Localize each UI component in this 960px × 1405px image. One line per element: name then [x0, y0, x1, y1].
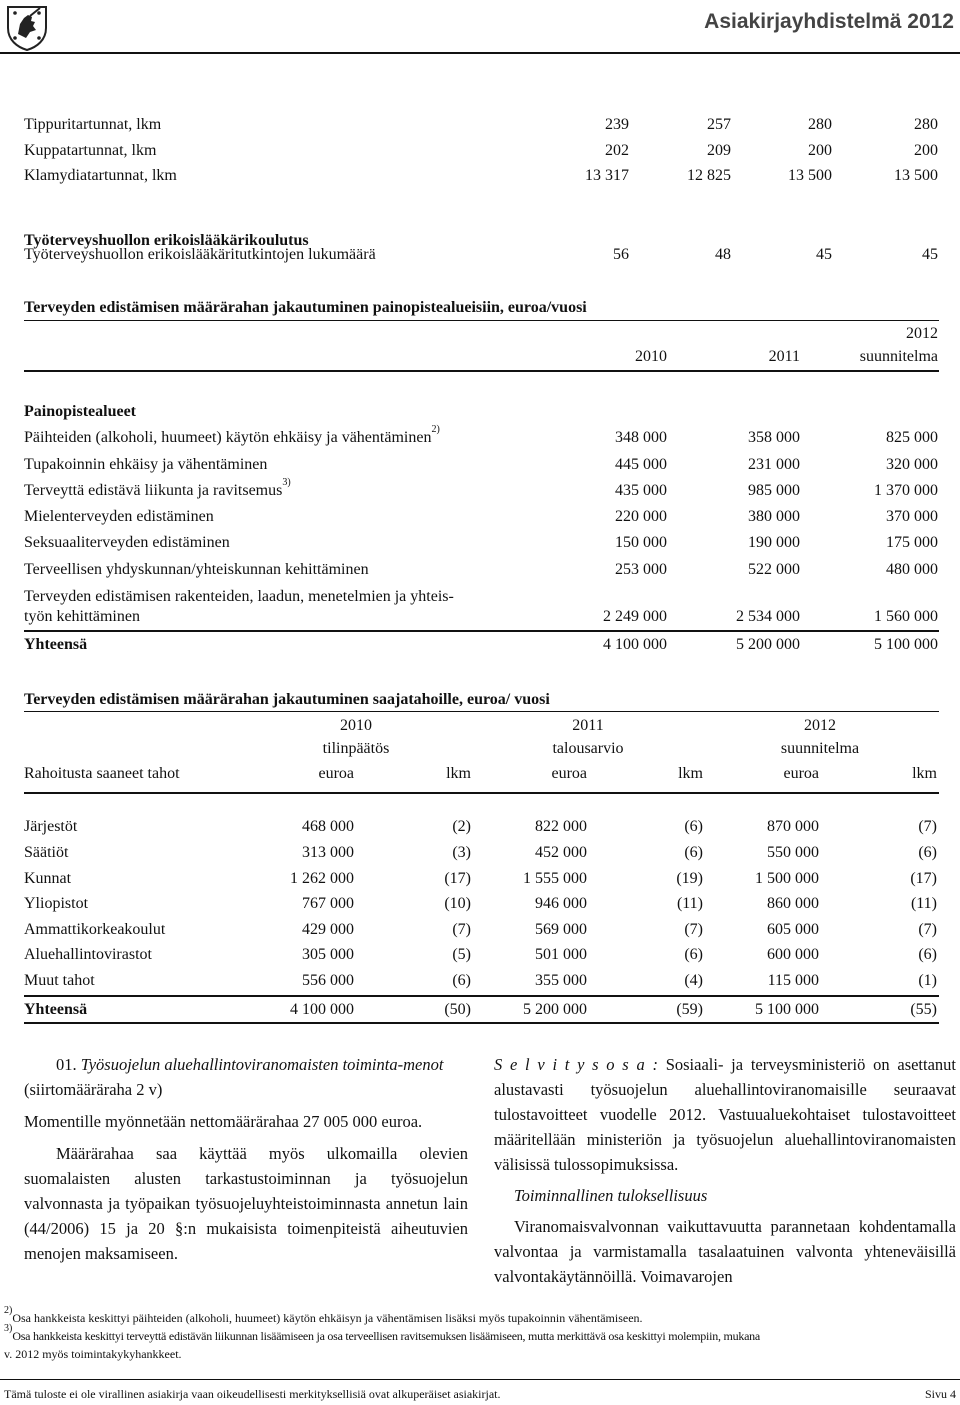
alloc2-bottom-rule [24, 1022, 939, 1024]
alloc2-total-rule [24, 995, 939, 997]
alloc1-section: Painopistealueet [24, 403, 136, 420]
unit-count-header: lkm [912, 765, 937, 782]
alloc1-row-value: 825 000 [886, 429, 938, 446]
alloc2-total-value: (55) [910, 1001, 937, 1018]
alloc2-row-value: 600 000 [767, 946, 819, 963]
unit-euro-header: euroa [551, 765, 587, 782]
footnote-2-text: Osa hankkeista keskittyi päihteiden (alkoholi, huumeet) käytön ehkäisyn ja vähentämisen lisäksi myös tupakoinnin vähentämiseen. [12, 1311, 643, 1325]
emblem [2, 2, 52, 52]
footnote-3-text: Osa hankkeista keskittyi terveyttä edistävän liikunnan lisäämiseen ja osa terveellisen ravitsemuksen lisäämiseen, mutta merkittävä osa keskittyi molempiin, mukana [12, 1329, 760, 1343]
moment-title: Työsuojelun aluehallintoviranomaisten toiminta-menot [80, 1055, 444, 1074]
alloc2-row-value: (7) [684, 921, 703, 938]
alloc2-row-value: (17) [910, 870, 937, 887]
footer-disclaimer: Tämä tuloste ei ole virallinen asiakirja vaan oikeudellisesti merkityksellisiä ovat alkuperäiset asiakirjat. [4, 1387, 501, 1401]
exam-row-value: 45 [922, 246, 938, 263]
top-row-value: 200 [914, 142, 938, 159]
alloc2-sub-2012: suunnitelma [780, 740, 860, 757]
alloc2-row-value: 429 000 [302, 921, 354, 938]
alloc2-row-value: (17) [444, 870, 471, 887]
alloc2-title-rule [24, 711, 939, 712]
alloc2-total-label: Yhteensä [24, 1001, 88, 1018]
alloc1-row-value: 220 000 [615, 508, 667, 525]
alloc1-row-label: Päihteiden (alkoholi, huumeet) käytön ehkäisy ja vähentäminen [24, 429, 432, 446]
alloc1-row-value: 445 000 [615, 456, 667, 473]
alloc1-multi-label-1: Terveyden edistämisen rakenteiden, laadun, menetelmien ja yhteis- [24, 588, 454, 605]
top-row-value: 13 500 [788, 167, 832, 184]
alloc2-row-value: (10) [444, 895, 471, 912]
top-row-value: 13 500 [894, 167, 938, 184]
alloc1-row-value: 358 000 [748, 429, 800, 446]
alloc2-row-value: 605 000 [767, 921, 819, 938]
alloc2-row-value: 860 000 [767, 895, 819, 912]
alloc1-row-value: 348 000 [615, 429, 667, 446]
top-row-value: 12 825 [687, 167, 731, 184]
footer-rule [0, 1379, 960, 1380]
alloc2-total-value: (59) [676, 1001, 703, 1018]
alloc2-row-label: Säätiöt [24, 844, 69, 861]
alloc2-row-value: (3) [452, 844, 471, 861]
moment-number: 01. [56, 1055, 77, 1074]
alloc2-row-value: (6) [684, 946, 703, 963]
alloc1-row-value: 190 000 [748, 534, 800, 551]
alloc2-row-value: (7) [918, 921, 937, 938]
alloc2-row-value: 870 000 [767, 818, 819, 835]
alloc1-col-2011: 2011 [768, 348, 800, 365]
alloc2-row-value: 550 000 [767, 844, 819, 861]
alloc2-year-2011: 2011 [572, 717, 604, 734]
alloc1-row-label: Terveellisen yhdyskunnan/yhteiskunnan kehittäminen [24, 561, 369, 578]
alloc2-row-value: 452 000 [535, 844, 587, 861]
alloc2-row-value: (1) [918, 972, 937, 989]
alloc1-row-value: 150 000 [615, 534, 667, 551]
alloc2-row-value: (6) [684, 844, 703, 861]
top-row-value: 280 [808, 116, 832, 133]
document-title: Asiakirjayhdistelmä 2012 [704, 10, 954, 33]
alloc2-total-value: (50) [444, 1001, 471, 1018]
alloc1-col-2010: 2010 [635, 348, 667, 365]
top-row-label: Klamydiatartunnat, lkm [24, 167, 177, 184]
alloc1-row-label: Seksuaaliterveyden edistäminen [24, 534, 230, 551]
alloc1-row-label: Terveyttä edistävä liikunta ja ravitsemus [24, 482, 283, 499]
alloc1-title: Terveyden edistämisen määrärahan jakautuminen painopistealueisiin, euroa/vuosi [24, 299, 587, 316]
footnote-3-mark: 3) [4, 1323, 13, 1334]
top-row-value: 239 [605, 116, 629, 133]
selvitysosa-text: Sosiaali- ja terveysministeriö on asettanut alustavasti työsuojelun aluehallintoviranomaisille seuraavat tulostavoitteet vuodelle 2012. Vastuualuekohtaiset tulostavoitteet määritellään ministeriön ja työsuojelun aluehallintoviranomaisten välisissä tulossopimuksissa. [494, 1055, 957, 1174]
left-column [24, 1052, 468, 1266]
alloc2-row-value: 355 000 [535, 972, 587, 989]
moment-heading [24, 1052, 468, 1102]
exam-row-value: 56 [613, 246, 629, 263]
alloc2-row-value: (4) [684, 972, 703, 989]
top-row-label: Tippuritartunnat, lkm [24, 116, 162, 133]
alloc2-header-rule [24, 792, 939, 794]
alloc2-row-label: Kunnat [24, 870, 72, 887]
unit-euro-header: euroa [318, 765, 354, 782]
alloc1-row-value: 231 000 [748, 456, 800, 473]
exam-row-value: 45 [816, 246, 832, 263]
alloc2-row-value: (7) [452, 921, 471, 938]
exam-row-value: 48 [715, 246, 731, 263]
alloc1-title-rule [24, 320, 939, 321]
finnish-coat-of-arms-icon [2, 2, 52, 52]
alloc1-col-2012-year: 2012 [906, 325, 938, 342]
alloc2-row-value: (2) [452, 818, 471, 835]
top-row-value: 209 [707, 142, 731, 159]
alloc2-row-value: (11) [910, 895, 937, 912]
alloc2-row-value: (6) [918, 844, 937, 861]
top-row-label: Kuppatartunnat, lkm [24, 142, 157, 159]
alloc1-row-value: 380 000 [748, 508, 800, 525]
alloc2-row-value: 305 000 [302, 946, 354, 963]
alloc1-total-value: 5 200 000 [736, 636, 800, 653]
alloc1-row-label-wrap [24, 476, 291, 501]
exam-row-label: Työterveyshuollon erikoislääkäritutkintojen lukumäärä [24, 246, 376, 263]
alloc2-row-value: (7) [918, 818, 937, 835]
alloc1-row-label: Mielenterveyden edistäminen [24, 508, 214, 525]
top-row-value: 200 [808, 142, 832, 159]
footnote-2-mark: 2) [4, 1305, 13, 1316]
alloc2-row-value: 115 000 [767, 972, 819, 989]
alloc2-row-value: 313 000 [302, 844, 354, 861]
section-heading: Työterveyshuollon erikoislääkärikoulutus [24, 232, 309, 249]
top-row-value: 280 [914, 116, 938, 133]
alloc1-total-value: 5 100 000 [874, 636, 938, 653]
moment-paragraph-1: Momentille myönnetään nettomäärärahaa 27 005 000 euroa. [24, 1112, 423, 1131]
footnote-3 [4, 1323, 760, 1345]
subheading: Toiminnallinen tuloksellisuus [514, 1186, 708, 1205]
alloc2-sub-2011: talousarvio [552, 740, 624, 757]
footnote-2 [4, 1305, 643, 1327]
alloc1-row-value: 1 370 000 [874, 482, 938, 499]
unit-count-header: lkm [678, 765, 703, 782]
moment-type: (siirtomääräraha 2 v) [24, 1080, 163, 1099]
page-number: Sivu 4 [924, 1387, 956, 1401]
alloc1-row-value: 175 000 [886, 534, 938, 551]
alloc1-multi-value: 2 249 000 [603, 608, 667, 625]
alloc1-multi-value: 1 560 000 [874, 608, 938, 625]
alloc2-total-value: 5 200 000 [523, 1001, 587, 1018]
alloc2-row-value: 946 000 [535, 895, 587, 912]
top-row-value: 13 317 [585, 167, 629, 184]
alloc2-row-value: 1 555 000 [523, 870, 587, 887]
alloc1-row-label: Tupakoinnin ehkäisy ja vähentäminen [24, 456, 268, 473]
right-paragraph-2: Viranomaisvalvonnan vaikuttavuutta parannetaan kohdentamalla valvontaa ja varmistamalla tasalaatuinen valvonta yhteneväisillä valvontakäytännöillä. Voimavarojen [494, 1217, 956, 1286]
top-row-value: 257 [707, 116, 731, 133]
footnote-ref: 3) [282, 476, 291, 488]
footnote-3-continued: v. 2012 myös toimintakykyhankkeet. [4, 1347, 182, 1361]
alloc2-total-value: 4 100 000 [290, 1001, 354, 1018]
alloc2-row-value: 1 262 000 [290, 870, 354, 887]
alloc2-row-value: (6) [684, 818, 703, 835]
top-row-value: 202 [605, 142, 629, 159]
alloc2-row-label: Aluehallintovirastot [24, 946, 152, 963]
alloc2-row-label: Ammattikorkeakoulut [24, 921, 166, 938]
alloc2-row-value: (6) [918, 946, 937, 963]
alloc2-row-value: (6) [452, 972, 471, 989]
alloc1-total-rule [24, 630, 939, 632]
right-column [494, 1052, 956, 1289]
alloc1-row-value: 522 000 [748, 561, 800, 578]
alloc2-row-value: 556 000 [302, 972, 354, 989]
alloc2-row-label: Yliopistot [24, 895, 89, 912]
unit-euro-header: euroa [783, 765, 819, 782]
moment-paragraph-2: Määrärahaa saa käyttää myös ulkomailla olevien suomalaisten alusten tarkastustoiminnan ja työsuojelun valvonnasta ja työpaikan työsuojeluyhteistoiminnasta annetun lain (44/2006) 15 ja 20 §:n mukaisista toimenpiteistä aiheutuvien menojen maksamiseen. [24, 1144, 468, 1263]
alloc2-sub-2010: tilinpäätös [322, 740, 390, 757]
alloc2-row-value: 822 000 [535, 818, 587, 835]
alloc1-total-label: Yhteensä [24, 636, 88, 653]
footnote-ref: 2) [431, 423, 440, 435]
alloc1-row-value: 480 000 [886, 561, 938, 578]
alloc1-row-value: 435 000 [615, 482, 667, 499]
header-rule [0, 52, 960, 54]
alloc1-multi-label-2: työn kehittäminen [24, 608, 140, 625]
alloc2-row-value: 569 000 [535, 921, 587, 938]
alloc1-col-2012-sub: suunnitelma [859, 348, 938, 365]
alloc2-row-value: (5) [452, 946, 471, 963]
alloc2-row-value: 501 000 [535, 946, 587, 963]
alloc1-row-value: 370 000 [886, 508, 938, 525]
alloc1-row-value: 320 000 [886, 456, 938, 473]
alloc1-row-label-wrap [24, 423, 440, 448]
alloc2-row-value: (19) [676, 870, 703, 887]
alloc2-year-2010: 2010 [340, 717, 372, 734]
alloc1-multi-value: 2 534 000 [736, 608, 800, 625]
alloc1-header-rule [24, 370, 939, 372]
alloc2-title: Terveyden edistämisen määrärahan jakautuminen saajatahoille, euroa/ vuosi [24, 691, 550, 708]
alloc2-row-value: 767 000 [302, 895, 354, 912]
alloc1-row-value: 985 000 [748, 482, 800, 499]
alloc1-total-value: 4 100 000 [603, 636, 667, 653]
alloc2-row-header: Rahoitusta saaneet tahot [24, 765, 180, 782]
alloc2-row-value: 1 500 000 [755, 870, 819, 887]
alloc2-row-label: Järjestöt [24, 818, 78, 835]
alloc2-row-label: Muut tahot [24, 972, 95, 989]
unit-count-header: lkm [446, 765, 471, 782]
alloc2-total-value: 5 100 000 [755, 1001, 819, 1018]
selvitysosa-paragraph [494, 1052, 956, 1177]
alloc2-year-2012: 2012 [804, 717, 836, 734]
alloc1-row-value: 253 000 [615, 561, 667, 578]
alloc2-row-value: 468 000 [302, 818, 354, 835]
alloc2-row-value: (11) [676, 895, 703, 912]
selvitysosa-lead: S e l v i t y s o s a : [494, 1055, 658, 1074]
